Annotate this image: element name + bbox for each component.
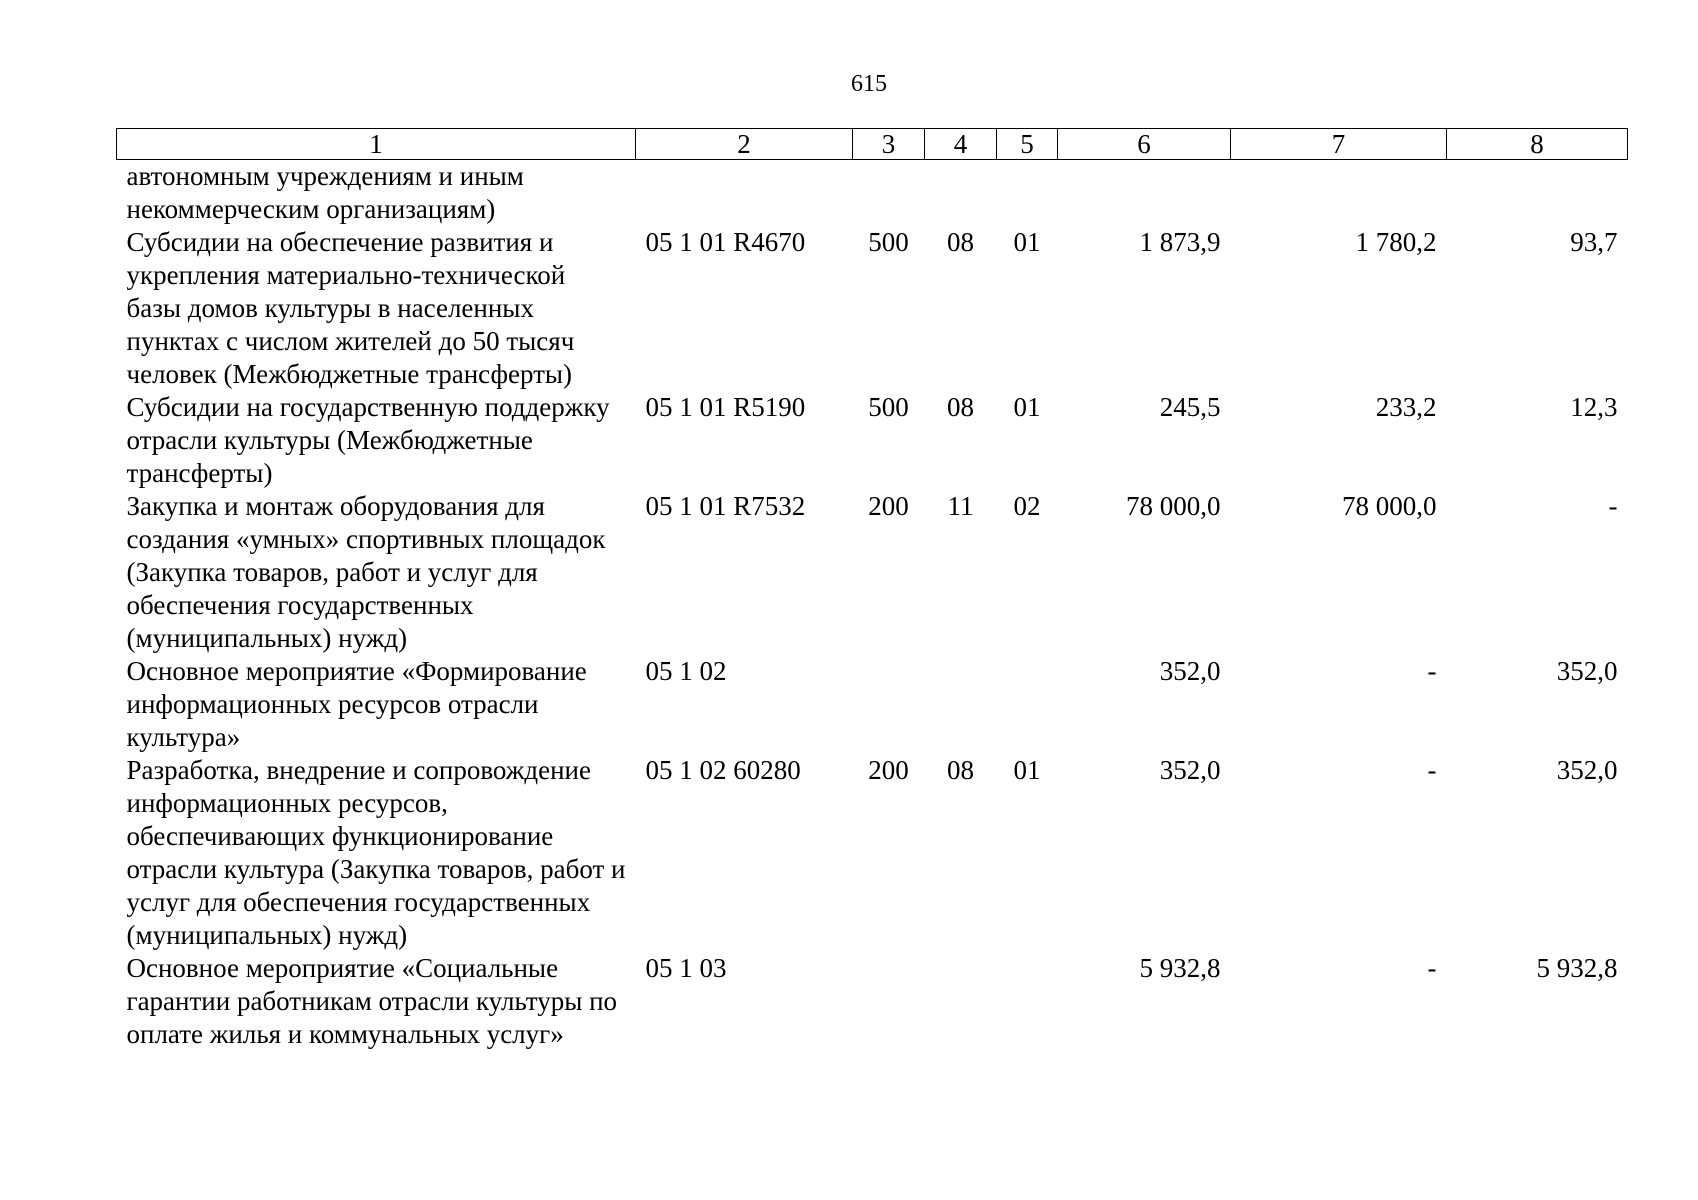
subsection-code xyxy=(997,160,1058,227)
item-name: Закупка и монтаж оборудования для создания «умных» спортивных площадок (Закупка товаров, работ и услуг для обеспечения государственных (муниципальных) нужд) xyxy=(126,491,606,653)
amount-total: 5 932,8 xyxy=(1139,953,1221,983)
budget-code: 05 1 01 R5190 xyxy=(645,392,806,422)
column-header: 4 xyxy=(925,129,997,160)
amount-column-7: - xyxy=(1427,953,1437,983)
amount-total: 245,5 xyxy=(1159,392,1221,422)
amount-column-8 xyxy=(1447,160,1628,227)
item-name: Основное мероприятие «Социальные гарантии работникам отрасли культуры по оплате жилья и коммунальных услуг» xyxy=(126,953,618,1049)
budget-table xyxy=(116,128,1628,1051)
amount-column-8: - xyxy=(1608,491,1618,521)
amount-column-8: 12,3 xyxy=(1570,392,1618,422)
amount-column-8: 352,0 xyxy=(1556,755,1618,785)
item-name: Основное мероприятие «Формирование информационных ресурсов отрасли культура» xyxy=(126,656,587,752)
column-header: 3 xyxy=(853,129,925,160)
table-row xyxy=(117,754,1628,952)
header-row xyxy=(117,129,1628,160)
section-code xyxy=(925,160,997,227)
section-code: 11 xyxy=(947,491,974,521)
amount-total: 78 000,0 xyxy=(1126,491,1221,521)
table-row xyxy=(117,952,1628,1051)
amount-column-7 xyxy=(1231,160,1447,227)
expense-type xyxy=(853,160,925,227)
amount-column-7: - xyxy=(1427,755,1437,785)
section-code xyxy=(925,655,997,754)
subsection-code xyxy=(997,655,1058,754)
column-header: 5 xyxy=(997,129,1058,160)
item-name: Субсидии на обеспечение развития и укрепления материально-технической базы домов культуры в населенных пунктах с числом жителей до 50 тысяч человек (Межбюджетные трансферты) xyxy=(126,227,575,389)
section-code: 08 xyxy=(947,392,974,422)
table-row xyxy=(117,655,1628,754)
budget-code xyxy=(636,160,853,227)
column-header: 2 xyxy=(636,129,853,160)
budget-code: 05 1 01 R4670 xyxy=(645,227,806,257)
column-header: 8 xyxy=(1447,129,1628,160)
subsection-code: 02 xyxy=(1013,491,1041,521)
column-header: 1 xyxy=(117,129,636,160)
amount-column-7: 233,2 xyxy=(1375,392,1437,422)
amount-column-7: - xyxy=(1427,656,1437,686)
expense-type xyxy=(853,655,925,754)
table-row xyxy=(117,391,1628,490)
expense-type xyxy=(853,952,925,1051)
amount-column-7: 1 780,2 xyxy=(1355,227,1437,257)
item-name: Разработка, внедрение и сопровождение информационных ресурсов, обеспечивающих функционирование отрасли культура (Закупка товаров, работ и услуг для обеспечения государственных (муниципальных) нужд) xyxy=(126,755,626,950)
amount-total: 352,0 xyxy=(1159,755,1221,785)
page-number: 615 xyxy=(851,71,887,97)
budget-code: 05 1 01 R7532 xyxy=(645,491,806,521)
subsection-code: 01 xyxy=(1013,392,1041,422)
expense-type: 200 xyxy=(868,491,909,521)
amount-column-8: 352,0 xyxy=(1556,656,1618,686)
amount-column-8: 93,7 xyxy=(1570,227,1618,257)
expense-type: 500 xyxy=(868,227,909,257)
budget-code: 05 1 03 xyxy=(645,953,727,983)
subsection-code: 01 xyxy=(1013,227,1041,257)
amount-total: 352,0 xyxy=(1159,656,1221,686)
item-name: автономным учреждениям и иным некоммерческим организациям) xyxy=(126,161,524,224)
section-code xyxy=(925,952,997,1051)
table-row xyxy=(117,490,1628,655)
amount-total: 1 873,9 xyxy=(1139,227,1221,257)
budget-code: 05 1 02 xyxy=(645,656,727,686)
section-code: 08 xyxy=(947,755,974,785)
amount-column-8: 5 932,8 xyxy=(1536,953,1618,983)
table-row xyxy=(117,160,1628,227)
table-row xyxy=(117,226,1628,391)
budget-code: 05 1 02 60280 xyxy=(645,755,801,785)
subsection-code: 01 xyxy=(1013,755,1041,785)
expense-type: 500 xyxy=(868,392,909,422)
subsection-code xyxy=(997,952,1058,1051)
column-header: 6 xyxy=(1058,129,1231,160)
expense-type: 200 xyxy=(868,755,909,785)
item-name: Субсидии на государственную поддержку отрасли культуры (Межбюджетные трансферты) xyxy=(126,392,610,488)
column-header: 7 xyxy=(1231,129,1447,160)
amount-total xyxy=(1058,160,1231,227)
section-code: 08 xyxy=(947,227,974,257)
amount-column-7: 78 000,0 xyxy=(1342,491,1437,521)
